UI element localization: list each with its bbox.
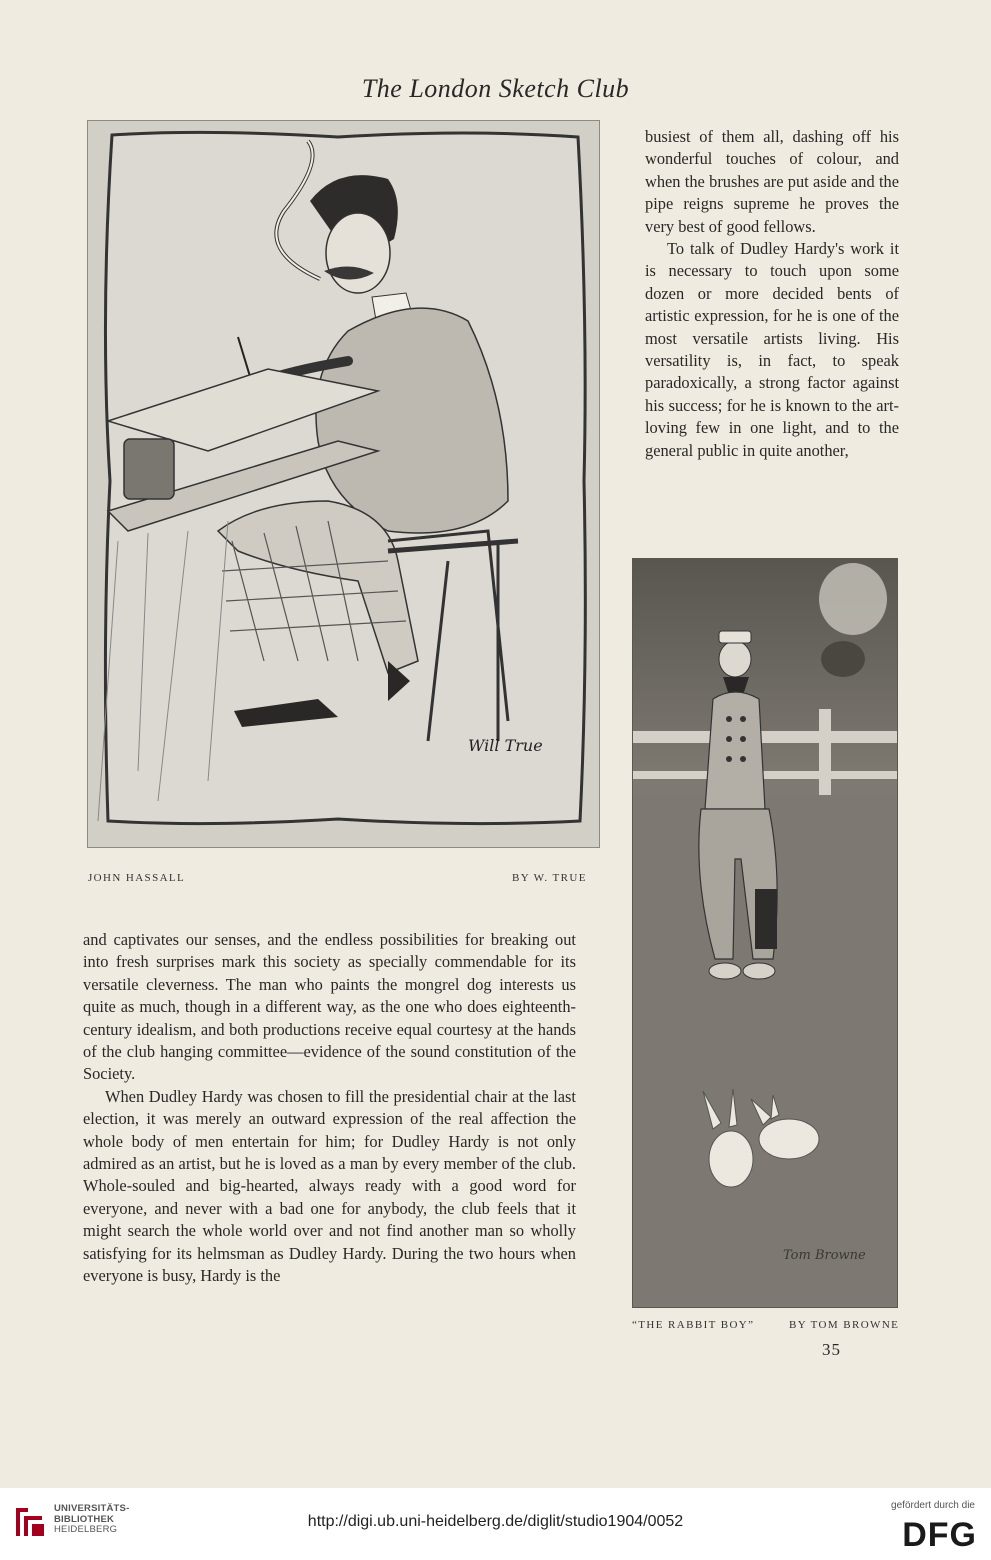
left-paragraph: and captivates our senses, and the endless possibilities for breaking out into fresh surprises mark this society as specially commendable for its versatile cleverness. The man who paints the mongrel dog interests us quite as much, though in a different way, as the one who does eighteenth-century idealism, and both productions receive equal courtesy at the hands of the club hanging committee—evidence of the sound constitution of the Society. [83, 930, 576, 1084]
university-line: UNIVERSITÄTS- [54, 1503, 130, 1514]
right-column-text [645, 126, 899, 462]
rabbit-boy-signature: Tom Browne [783, 1248, 866, 1263]
left-paragraph: When Dudley Hardy was chosen to fill the presidential chair at the last election, it was merely an outward expression of the real affection the whole body of men entertain for him; for Dudley Hardy is not only admired as an artist, but he is loved as a man by every member of the club. Whole-souled and big-hearted, always ready with a good word for everyone, and never with a bad one for anybody, the club feels that it might search the whole world over and not find another man so wholly satisfying for its helmsman as Dudley Hardy. During the two hours when everyone is busy, Hardy is the [83, 1086, 576, 1286]
rabbit-boy-illustration [632, 558, 898, 1308]
footer-bar [0, 1488, 991, 1560]
right-paragraph: busiest of them all, dashing off his wonderful touches of colour, and when the brushes are put aside and the pipe reigns supreme he proves the very best of good fellows. [645, 127, 899, 236]
right-paragraph: To talk of Dudley Hardy's work it is necessary to touch upon some dozen or more decided bents of artistic expression, for he is one of the most versatile artists living. His versatility is, in fact, to speak paradoxically, a strong factor against his success; for he is known to the art-loving few in one light, and to the general public in quite another, [645, 239, 899, 460]
rabbit-boy-caption-title: “THE RABBIT BOY” [632, 1319, 755, 1331]
university-line: BIBLIOTHEK [54, 1513, 115, 1525]
dfg-logo: DFG [902, 1516, 977, 1554]
permalink-url[interactable]: http://digi.ub.uni-heidelberg.de/diglit/studio1904/0052 [307, 1513, 684, 1530]
running-title: The London Sketch Club [361, 74, 630, 103]
university-line: HEIDELBERG [54, 1524, 118, 1535]
hassall-caption-artist: BY W. TRUE [512, 872, 587, 884]
hassall-signature: Will True [468, 736, 543, 755]
hassall-caption-subject: JOHN HASSALL [88, 872, 186, 884]
hassall-illustration [87, 120, 600, 848]
funding-note: gefördert durch die [891, 1500, 975, 1511]
left-column-text [83, 929, 576, 1288]
rabbit-boy-caption-artist: BY TOM BROWNE [789, 1319, 900, 1331]
page-number: 35 [822, 1340, 841, 1359]
